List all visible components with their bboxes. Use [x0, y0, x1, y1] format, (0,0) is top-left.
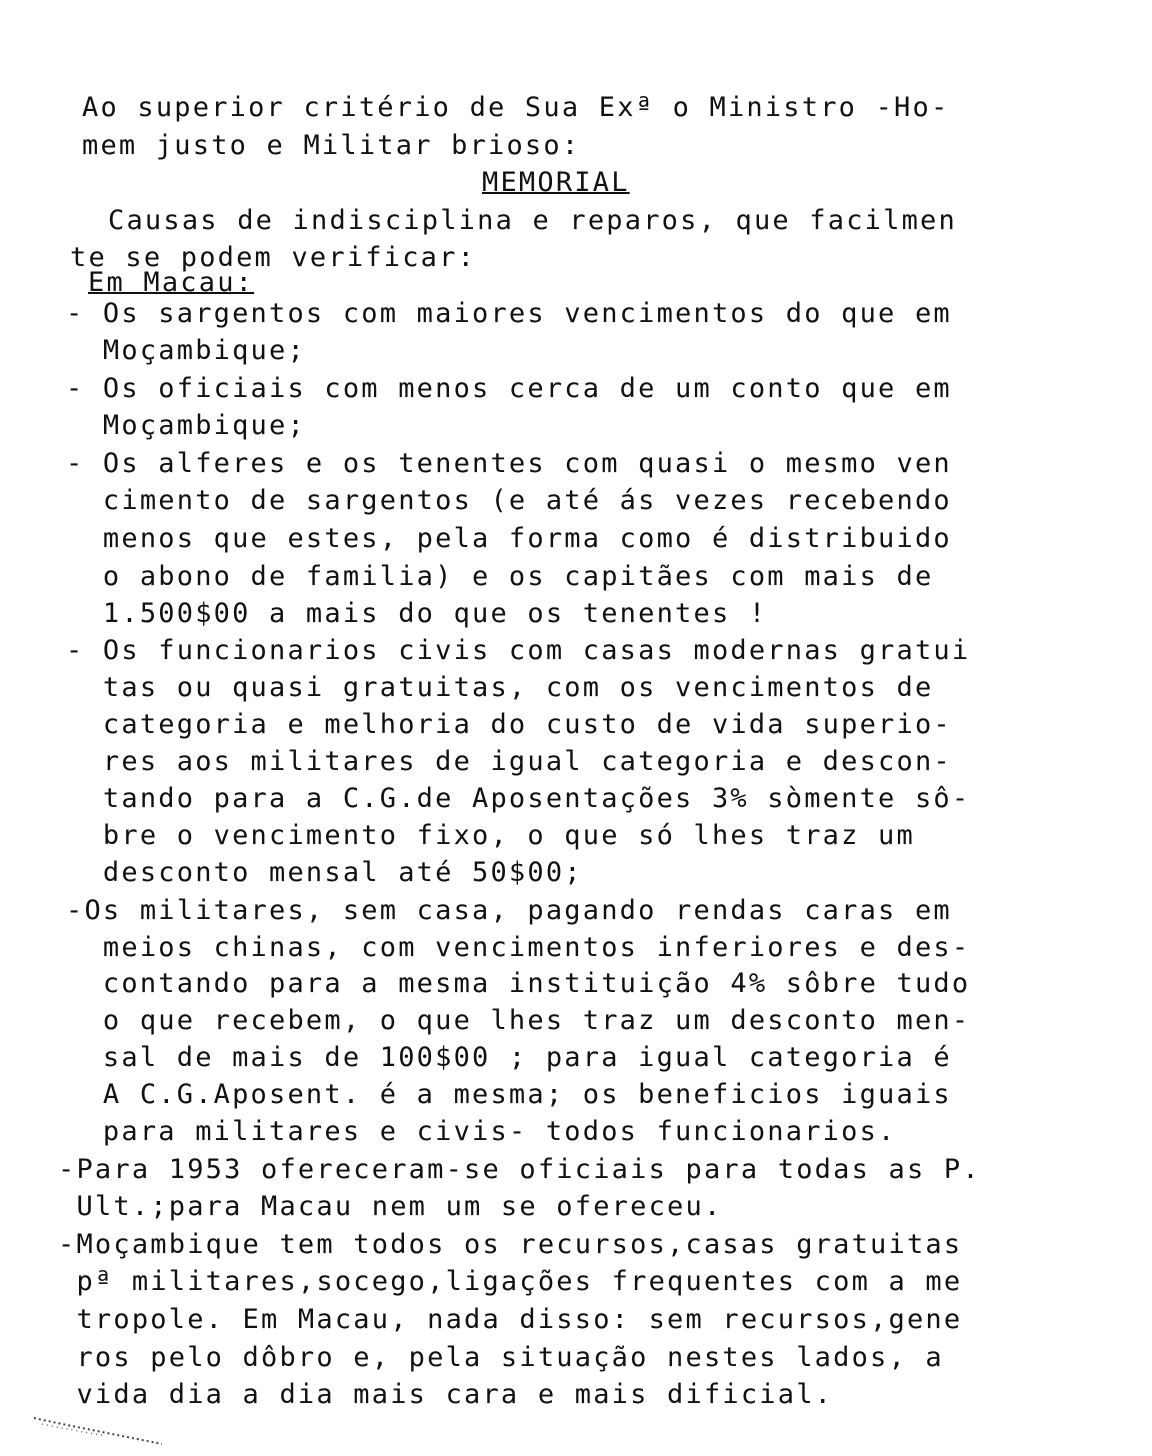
body-line-30: vida dia a dia mais cara e mais dificial. [58, 1379, 834, 1410]
body-line-7: menos que estes, pela forma como é distribuido [66, 523, 952, 554]
body-line-20: o que recebem, o que lhes traz um desconto men- [66, 1005, 971, 1036]
body-line-24: -Para 1953 ofereceram-se oficiais para todas as P. [58, 1154, 981, 1185]
body-line-26: -Moçambique tem todos os recursos,casas gratuitas [58, 1229, 963, 1260]
body-line-2: Moçambique; [66, 335, 306, 366]
body-line-17: -Os militares, sem casa, pagando rendas caras em [66, 895, 952, 926]
body-line-16: desconto mensal até 50$00; [66, 857, 583, 888]
body-line-25: Ult.;para Macau nem um se ofereceu. [58, 1191, 723, 1222]
body-line-1: - Os sargentos com maiores vencimentos do que em [66, 298, 952, 329]
body-line-19: contando para a mesma instituição 4% sôbre tudo [66, 968, 971, 999]
body-line-13: res aos militares de igual categoria e descon- [66, 746, 952, 777]
section-heading-macau: Em Macau: [88, 267, 255, 298]
body-line-5: - Os alferes e os tenentes com quasi o mesmo ven [66, 448, 952, 479]
document-title: MEMORIAL [482, 167, 630, 198]
body-line-15: bre o vencimento fixo, o que só lhes traz um [66, 820, 915, 851]
body-line-9: 1.500$00 a mais do que os tenentes ! [66, 598, 768, 629]
address-line-2: mem justo e Militar brioso: [82, 130, 581, 161]
intro-line-2: te se podem verificar: [70, 242, 477, 273]
body-line-18: meios chinas, com vencimentos inferiores e des- [66, 932, 971, 963]
body-line-12: categoria e melhoria do custo de vida superio- [66, 709, 952, 740]
body-line-29: ros pelo dôbro e, pela situação nestes lados, a [58, 1342, 944, 1373]
body-line-22: A C.G.Aposent. é a mesma; os beneficios iguais [66, 1079, 952, 1110]
intro-line-1: Causas de indisciplina e reparos, que facilmen [108, 205, 957, 236]
body-line-3: - Os oficiais com menos cerca de um conto que em [66, 373, 952, 404]
scan-smudge-mark [32, 1408, 172, 1448]
body-line-6: cimento de sargentos (e até ás vezes recebendo [66, 485, 952, 516]
address-line-1: Ao superior critério de Sua Exª o Ministro -Ho- [82, 92, 950, 123]
body-line-8: o abono de familia) e os capitães com mais de [66, 561, 934, 592]
body-line-11: tas ou quasi gratuitas, com os vencimentos de [66, 672, 934, 703]
body-line-23: para militares e civis- todos funcionarios. [66, 1116, 897, 1147]
body-line-28: tropole. Em Macau, nada disso: sem recursos,gene [58, 1304, 963, 1335]
body-line-27: pª militares,socego,ligações frequentes com a me [58, 1266, 963, 1297]
body-line-10: - Os funcionarios civis com casas modernas gratui [66, 635, 971, 666]
body-line-4: Moçambique; [66, 410, 306, 441]
body-line-14: tando para a C.G.de Aposentações 3% sòmente sô- [66, 783, 971, 814]
body-line-21: sal de mais de 100$00 ; para igual categoria é [66, 1042, 952, 1073]
